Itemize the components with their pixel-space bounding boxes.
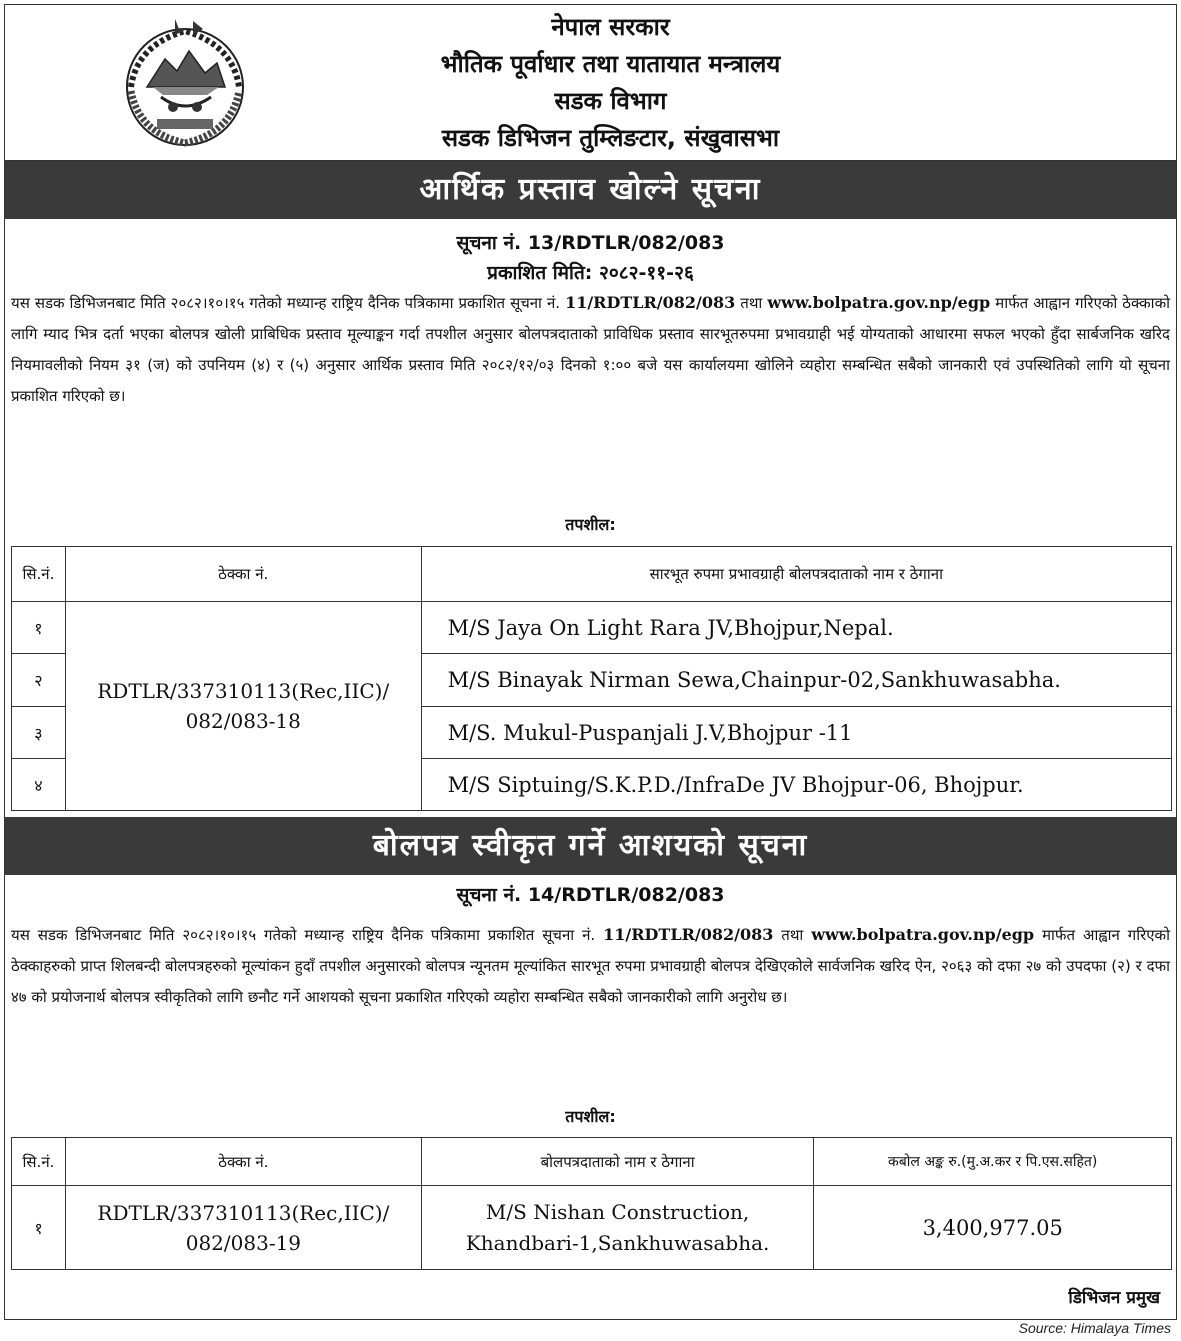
notice1-url: www.bolpatra.gov.np/egp	[767, 293, 991, 312]
notice2-url: www.bolpatra.gov.np/egp	[811, 925, 1035, 944]
table-header-row: सि.नं. ठेक्का नं. सारभूत रुपमा प्रभावग्राही बोलपत्रदाताको नाम र ठेगाना	[12, 547, 1172, 602]
letterhead	[5, 5, 1176, 161]
table-row: १ RDTLR/337310113(Rec,IIC)/ 082/083-19 M/S Nishan Construction, Khandbari-1,Sankhuwasabha. 3,400,977.05	[12, 1186, 1172, 1270]
gov-name: नेपाल सरकार	[551, 13, 670, 41]
bid-amount: 3,400,977.05	[814, 1186, 1172, 1270]
ministry-name: भौतिक पूर्वाधार तथा यातायात मन्त्रालय	[440, 50, 781, 78]
notice-page	[4, 4, 1177, 1320]
notice1-body: यस सडक डिभिजनबाट मिति २०८२।१०।१५ गतेको मध्यान्ह राष्ट्रिय दैनिक पत्रिकामा प्रकाशित सूचना नं. 11/RDTLR/082/083 तथा www.bolpatra.gov.np/egp मार्फत आह्वान गरिएको ठेक्काको लागि म्याद भित्र दर्ता भएका बोलपत्र खोली प्राबिधिक प्रस्ताव मूल्याङ्कन गर्दा तपशील अनुसार बोलपत्रदाताको प्राविधिक प्रस्ताव सारभूतरुपमा प्रभावग्राही भई योग्यताको आधारमा सफल भएको हुँदा सार्बजनिक खरिद नियमावलीको नियम ३१ (ज) को उपनियम (४) र (५) अनुसार आर्थिक प्रस्ताव मिति २०८२/१२/०३ दिनको १:०० बजे यस कार्यालयमा खोलिने व्यहोरा सम्बन्धित सबैको जानकारी एवं उपस्थितिको लागि यो सूचना प्रकाशित गरिएको छ।	[11, 293, 1170, 405]
notice2-tapashil: तपशील:	[565, 1107, 616, 1126]
bidder-name: M/S Nishan Construction, Khandbari-1,Sankhuwasabha.	[421, 1186, 814, 1270]
division-name: सडक डिभिजन तुम्लिङटार, संखुवासभा	[441, 124, 780, 152]
notice1-number: सूचना नं. 13/RDTLR/082/083	[456, 232, 725, 254]
notice2-table	[11, 1137, 1172, 1270]
table-row: २ M/S Binayak Nirman Sewa,Chainpur-02,Sankhuwasabha.	[12, 654, 1172, 707]
notice2-number: सूचना नं. 14/RDTLR/082/083	[456, 884, 725, 906]
table-header-row: सि.नं. ठेक्का नं. बोलपत्रदाताको नाम र ठेगाना कबोल अङ्क रु.(मु.अ.कर र पि.एस.सहित)	[12, 1138, 1172, 1186]
notice1-banner: आर्थिक प्रस्ताव खोल्ने सूचना	[5, 161, 1176, 219]
table-row: ४ M/S Siptuing/S.K.P.D./InfraDe JV Bhojpur-06, Bhojpur.	[12, 759, 1172, 811]
notice1-tapashil: तपशील:	[565, 515, 616, 534]
contract-number: RDTLR/337310113(Rec,IIC)/ 082/083-19	[65, 1186, 421, 1270]
contract-number: RDTLR/337310113(Rec,IIC)/ 082/083-18	[65, 602, 421, 811]
notice2-ref: 11/RDTLR/082/083	[603, 925, 774, 944]
source-credit: Source: Himalaya Times	[1018, 1320, 1171, 1336]
table-row: ३ M/S. Mukul-Puspanjali J.V,Bhojpur -11	[12, 707, 1172, 759]
table-row: १ RDTLR/337310113(Rec,IIC)/ 082/083-18 M/S Jaya On Light Rara JV,Bhojpur,Nepal.	[12, 602, 1172, 654]
notice2-banner: बोलपत्र स्वीकृत गर्ने आशयको सूचना	[5, 817, 1176, 875]
notice1-table	[11, 546, 1172, 811]
notice1-date: प्रकाशित मिति: २०८२-११-२६	[487, 262, 694, 284]
signature-title: डिभिजन प्रमुख	[1068, 1288, 1160, 1308]
notice2-body: यस सडक डिभिजनबाट मिति २०८२।१०।१५ गतेको मध्यान्ह राष्ट्रिय दैनिक पत्रिकामा प्रकाशित सूचना नं. 11/RDTLR/082/083 तथा www.bolpatra.gov.np/egp मार्फत आह्वान गरिएको ठेक्काहरुको प्राप्त शिलबन्दी बोलपत्रहरुको मूल्यांकन हुदाँ तपशील अनुसारको बोलपत्र न्यूनतम मूल्यांकित सारभूत रुपमा प्रभावग्राही बोलपत्र देखिएकोले सार्वजनिक खरिद ऐन, २०६३ को दफा २७ को उपदफा (२) र दफा ४७ को प्रयोजनार्थ बोलपत्र स्वीकृतिको लागि छनौट गर्ने आशयको सूचना प्रकाशित गरिएको व्यहोरा सम्बन्धित सबैको जानकारीको लागि अनुरोध छ।	[11, 925, 1170, 1006]
notice1-ref: 11/RDTLR/082/083	[565, 293, 736, 312]
nepal-emblem-icon	[117, 15, 253, 151]
department-name: सडक विभाग	[554, 87, 667, 115]
